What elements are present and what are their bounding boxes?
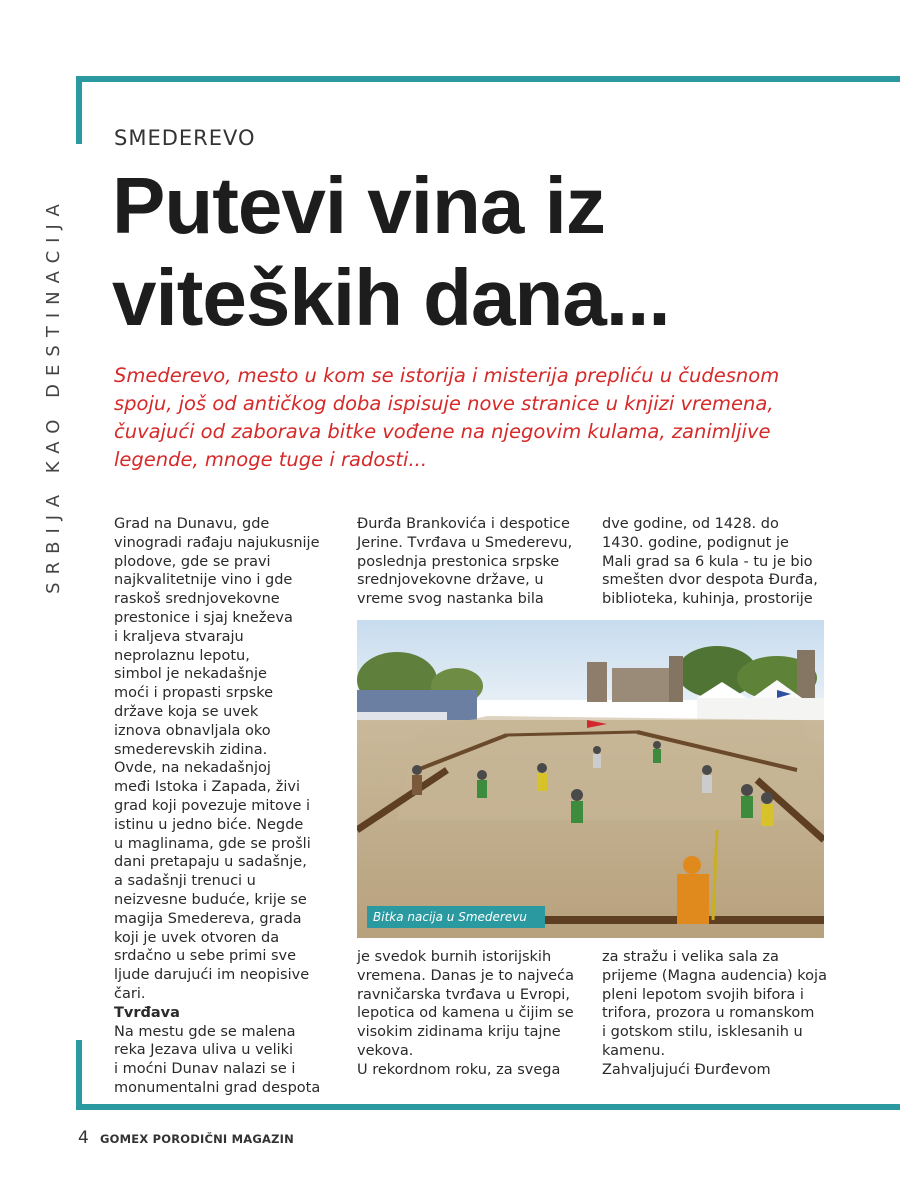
section-kicker: SMEDEREVO — [114, 126, 256, 150]
text-line: dani pretapaju u sadašnje, — [114, 854, 307, 871]
text-line: čari. — [114, 985, 146, 1002]
text-line: ljude darujući im neopisive — [114, 967, 310, 984]
text-line: istinu u jedno biće. Negde — [114, 816, 304, 833]
text-line: ravničarska tvrđava u Evropi, — [357, 986, 570, 1003]
text-line: neprolaznu lepotu, — [114, 647, 250, 664]
text-line: u maglinama, gde se prošli — [114, 835, 311, 852]
column-1-text-continued — [114, 1023, 339, 1098]
article-lead: Smederevo, mesto u kom se istorija i misterija prepliću u čudesnom spoju, još od antičkog doba ispisuje nove stranice u knjizi vremena, čuvajući od zaborava bitke vođene na njegovim kulama, zanimljive legende, mnoge tuge i radosti... — [114, 364, 780, 471]
text-line: i kraljeva stvaraju — [114, 628, 244, 645]
headline-line-1: Putevi vina iz — [112, 161, 605, 250]
text-line: smederevskih zidina. — [114, 741, 268, 758]
vertical-section-label: SRBIJA KAO DESTINACIJA — [43, 196, 64, 594]
text-line: plodove, gde se pravi — [114, 553, 271, 570]
subheading-tvrdjava: Tvrđava — [114, 1004, 180, 1021]
text-line: biblioteka, kuhinja, prostorije — [602, 591, 813, 608]
text-line: smešten dvor despota Đurđa, — [602, 572, 818, 589]
text-line: koji je uvek otvoren da — [114, 929, 280, 946]
text-line: neizvesne buduće, krije se — [114, 891, 307, 908]
text-line: prijeme (Magna audencia) koja — [602, 967, 827, 984]
text-line: lepotica od kamena u čijim se — [357, 1005, 574, 1022]
headline-line-2: viteških dana... — [112, 253, 670, 342]
article-column-1 — [114, 515, 339, 1098]
text-line: poslednja prestonica srpske — [357, 553, 560, 570]
frame-bottom-rule — [76, 1104, 900, 1110]
text-line: Zahvaljujući Đurđevom — [602, 1061, 771, 1078]
text-line: Mali grad sa 6 kula - tu je bio — [602, 553, 813, 570]
article-column-2-bottom — [357, 948, 587, 1080]
page-number: 4 — [78, 1128, 89, 1148]
text-line: Đurđa Brankovića i despotice — [357, 516, 570, 532]
text-line: države koja se uvek — [114, 703, 259, 720]
text-line: za stražu i velika sala za — [602, 949, 779, 965]
text-line: vekova. — [357, 1042, 414, 1059]
text-line: U rekordnom roku, za svega — [357, 1061, 561, 1078]
text-line: srednjovekovne države, u — [357, 572, 544, 589]
photo-caption: Bitka nacija u Smederevu — [367, 906, 545, 928]
text-line: visokim zidinama kriju tajne — [357, 1024, 561, 1041]
text-line: raskoš srednjovekovne — [114, 591, 280, 608]
text-line: vinogradi rađaju najukusnije — [114, 534, 320, 551]
text-line: Jerine. Tvrđava u Smederevu, — [357, 534, 573, 551]
text-line: kamenu. — [602, 1042, 666, 1059]
article-column-3-top — [602, 515, 832, 609]
text-line: magija Smedereva, grada — [114, 910, 302, 927]
text-line: simbol je nekadašnje — [114, 666, 267, 683]
text-line: 1430. godine, podignut je — [602, 534, 789, 551]
magazine-name: GOMEX PORODIČNI MAGAZIN — [100, 1132, 294, 1146]
text-line: vreme svog nastanka bila — [357, 591, 544, 608]
text-line: iznova obnavljala oko — [114, 722, 271, 739]
text-line: moći i propasti srpske — [114, 685, 274, 702]
text-line: reka Jezava uliva u veliki — [114, 1042, 294, 1059]
article-column-2-top — [357, 515, 587, 609]
article-photo-battle — [357, 620, 824, 938]
frame-left-rule-top — [76, 76, 82, 144]
frame-top-rule — [76, 76, 900, 82]
text-line: grad koji povezuje mitove i — [114, 797, 311, 814]
text-line: Ovde, na nekadašnjoj — [114, 760, 271, 777]
article-column-3-bottom — [602, 948, 832, 1080]
text-line: pleni lepotom svojih bifora i — [602, 986, 804, 1003]
text-line: je svedok burnih istorijskih — [357, 949, 552, 965]
text-line: prestonice i sjaj kneževa — [114, 609, 293, 626]
text-line: srdačno u sebe primi sve — [114, 948, 297, 965]
column-1-text — [114, 515, 339, 1004]
text-line: trifora, prozora u romanskom — [602, 1005, 815, 1022]
text-line: međi Istoka i Zapada, živi — [114, 779, 301, 796]
text-line: najkvalitetnije vino i gde — [114, 572, 293, 589]
text-line: Grad na Dunavu, gde — [114, 516, 270, 532]
text-line: i gotskom stilu, isklesanih u — [602, 1024, 803, 1041]
text-line: vremena. Danas je to najveća — [357, 967, 574, 984]
article-headline — [112, 160, 872, 344]
text-line: i moćni Dunav nalazi se i — [114, 1061, 296, 1078]
text-line: dve godine, od 1428. do — [602, 516, 779, 532]
text-line: Na mestu gde se malena — [114, 1023, 296, 1040]
frame-left-rule-bottom — [76, 1040, 82, 1110]
text-line: monumentalni grad despota — [114, 1079, 321, 1096]
text-line: a sadašnji trenuci u — [114, 873, 256, 890]
